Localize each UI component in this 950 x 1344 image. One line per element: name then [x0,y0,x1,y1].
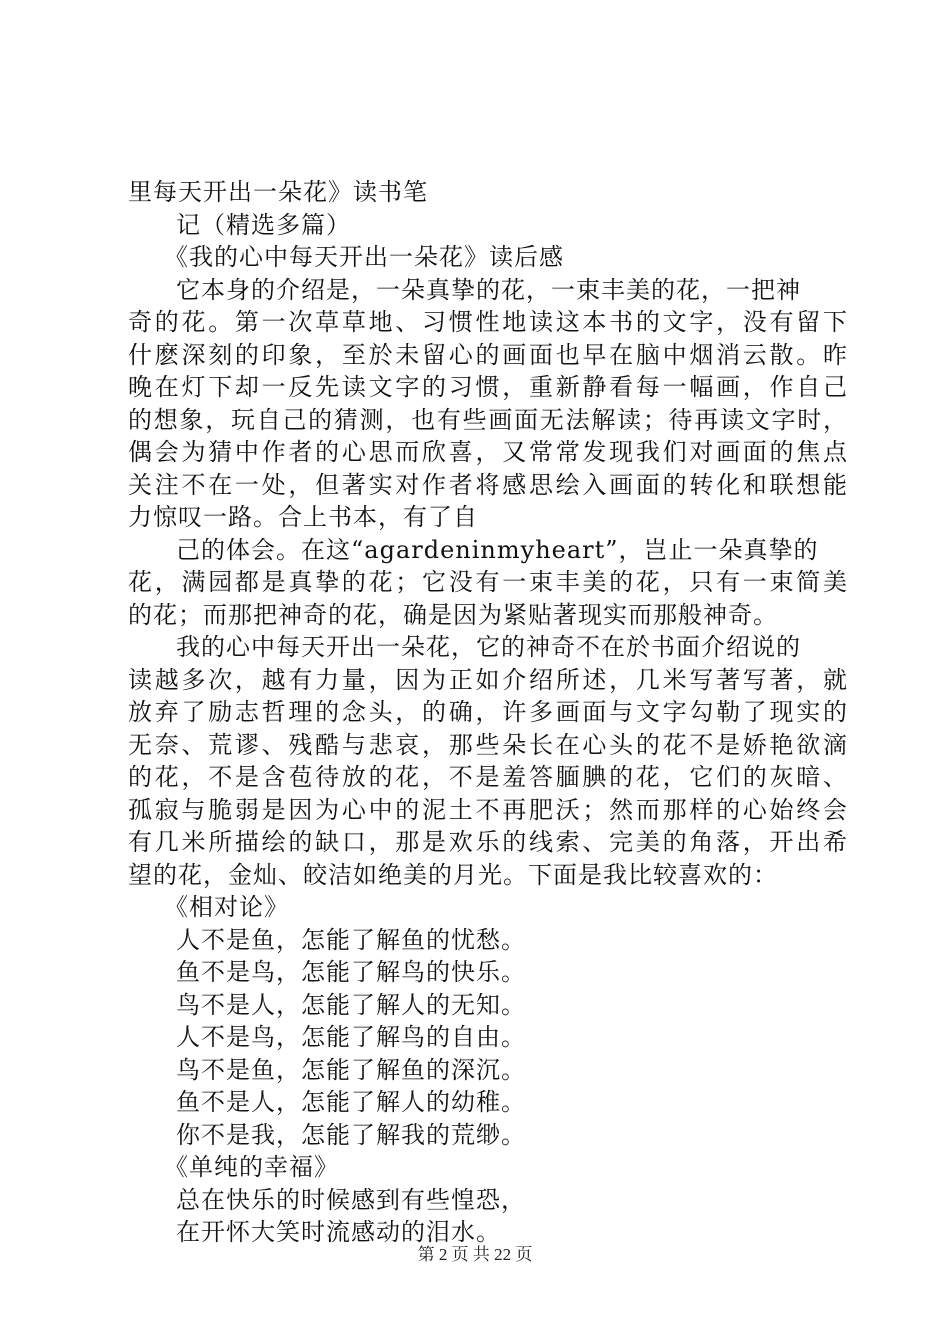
paragraph-line: 放弃了励志哲理的念头，的确，许多画面与文字勾勒了现实的 [128,698,848,726]
paragraph-line: 的想象，玩自己的猜测，也有些画面无法解读；待再读文字时， [128,405,848,434]
paragraph-line: 什麽深刻的印象，至於未留心的画面也早在脑中烟消云散。昨 [128,340,848,369]
paragraph-line: 它本身的介绍是，一朵真挚的花，一束丰美的花，一把神 [176,275,801,304]
paragraph-line: 力惊叹一路。合上书本，有了自 [128,503,478,531]
text-line: 《我的心中每天开出一朵花》读后感 [164,243,564,271]
poem-title: 《相对论》 [164,893,289,921]
text-line: 记（精选多篇） [176,210,351,239]
paragraph-line: 偶会为猜中作者的心思而欣喜，又常常发现我们对画面的焦点 [128,438,848,466]
paragraph-line: 望的花，金灿、皎洁如绝美的月光。下面是我比较喜欢的： [128,860,778,889]
page-number-footer: 第 2 页 共 22 页 [417,1245,533,1264]
poem-line: 人不是鸟，怎能了解鸟的自由。 [176,1023,526,1051]
poem-line: 鸟不是人，怎能了解人的无知。 [176,990,526,1019]
paragraph-line: 晚在灯下却一反先读文字的习惯，重新静看每一幅画，作自己 [128,373,848,401]
paragraph-line: 的花，不是含苞待放的花，不是羞答腼腆的花，它们的灰暗、 [128,763,848,791]
paragraph-line: 关注不在一处，但著实对作者将感思绘入画面的转化和联想能 [128,470,848,499]
poem-line: 鱼不是鸟，怎能了解鸟的快乐。 [176,958,526,986]
text-line: 里每天开出一朵花》读书笔 [128,178,428,206]
paragraph-line: 的花；而那把神奇的花，确是因为紧贴著现实而那般神奇。 [128,600,778,629]
paragraph-line: 无奈、荒谬、残酷与悲哀，那些朵长在心头的花不是娇艳欲滴 [128,730,848,759]
poem-line: 鸟不是鱼，怎能了解鱼的深沉。 [176,1055,526,1084]
paragraph-line: 孤寂与脆弱是因为心中的泥土不再肥沃；然而那样的心始终会 [128,795,848,824]
paragraph-line: 读越多次，越有力量，因为正如介绍所述，几米写著写著，就 [128,665,848,694]
paragraph-line: 花，满园都是真挚的花；它没有一束丰美的花，只有一束简美 [128,568,848,596]
poem-line: 总在快乐的时候感到有些惶恐， [176,1185,526,1214]
poem-line: 鱼不是人，怎能了解人的幼稚。 [176,1088,526,1116]
paragraph-line: 奇的花。第一次草草地、习惯性地读这本书的文字，没有留下 [128,308,848,336]
paragraph-line: 我的心中每天开出一朵花，它的神奇不在於书面介绍说的 [176,633,801,661]
document-body [128,176,848,1249]
paragraph-line: 己的体会。在这“agardeninmyheart”，岂止一朵真挚的 [176,535,819,564]
poem-title: 《单纯的幸福》 [164,1153,339,1181]
poem-line: 在开怀大笑时流感动的泪水。 [176,1218,501,1246]
poem-line: 你不是我，怎能了解我的荒缈。 [176,1120,526,1149]
paragraph-line: 有几米所描绘的缺口，那是欢乐的线索、完美的角落，开出希 [128,828,848,856]
poem-line: 人不是鱼，怎能了解鱼的忧愁。 [176,925,526,954]
